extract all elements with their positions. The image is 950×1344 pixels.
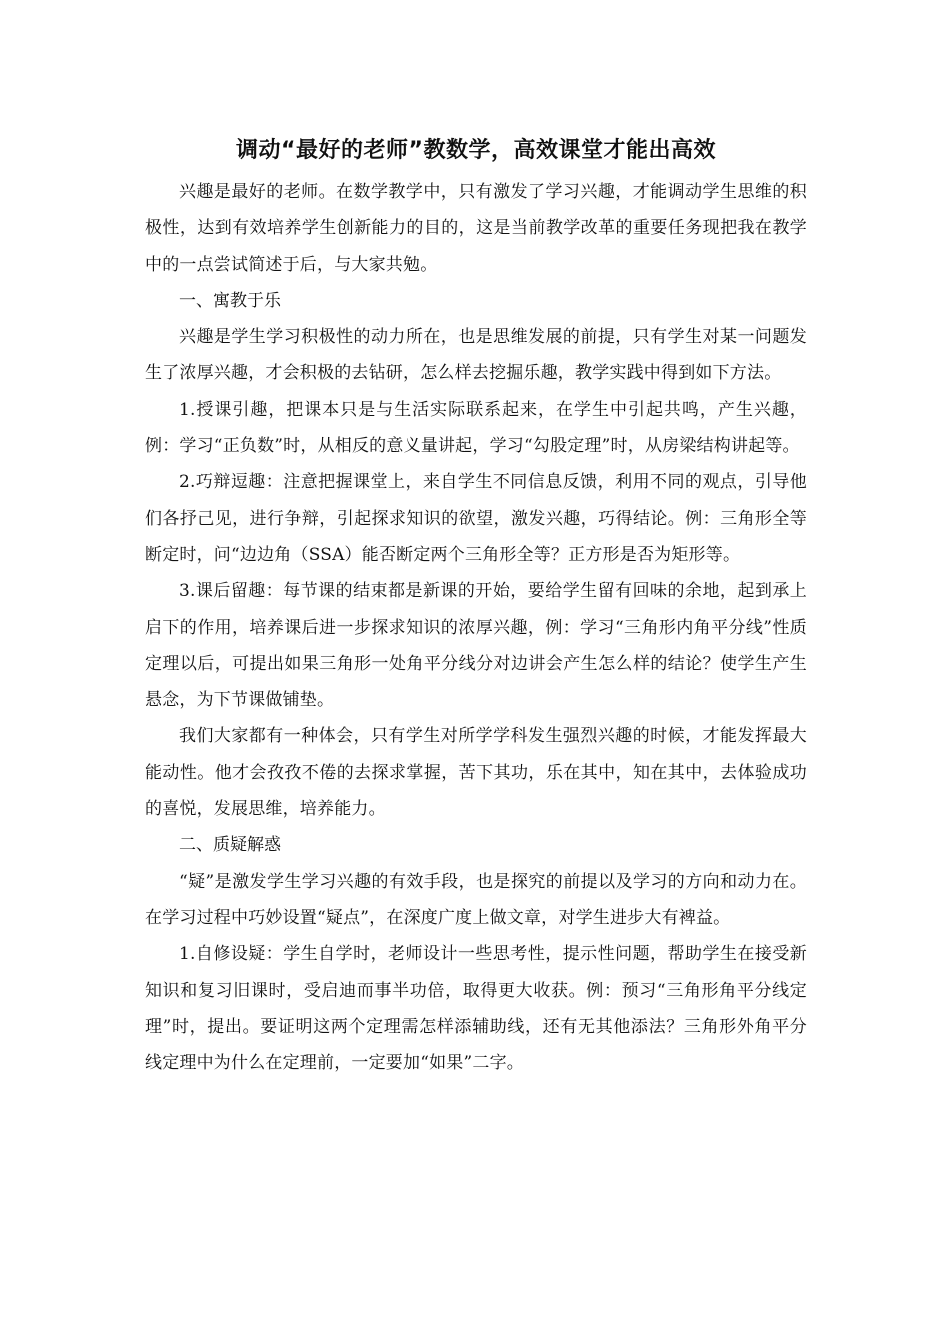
section-1-item-3-paragraph: 3.课后留趣：每节课的结束都是新课的开始，要给学生留有回味的余地，起到承上启下的作用，培养课后进一步探求知识的浓厚兴趣，例：学习“三角形内角平分线”性质定理以后，可提出如果三角形一处角平分线分对边讲会产生怎么样的结论？使学生产生悬念，为下节课做铺垫。 <box>145 581 807 711</box>
section-heading-1: 一、寓教于乐 <box>179 290 281 311</box>
section-2-item-1-paragraph: 1.自修设疑：学生自学时，老师设计一些思考性，提示性问题，帮助学生在接受新知识和复习旧课时，受启迪而事半功倍，取得更大收获。例：预习“三角形角平分线定理”时，提出。要证明这两个定理需怎样添辅助线，还有无其他添法？三角形外角平分线定理中为什么在定理前，一定要加“如果”二字。 <box>145 944 807 1074</box>
document-page <box>145 128 807 1081</box>
section-1-summary-paragraph: 我们大家都有一种体会，只有学生对所学学科发生强烈兴趣的时候，才能发挥最大能动性。他才会孜孜不倦的去探求掌握，苦下其功，乐在其中，知在其中，去体验成功的喜悦，发展思维，培养能力。 <box>145 726 807 820</box>
document-title: 调动“最好的老师”教数学，高效课堂才能出高效 <box>236 138 716 163</box>
section-2-intro-paragraph: “疑”是激发学生学习兴趣的有效手段，也是探究的前提以及学习的方向和动力在。在学习过程中巧妙设置“疑点”，在深度广度上做文章，对学生进步大有裨益。 <box>145 871 807 928</box>
section-heading-2: 二、质疑解惑 <box>179 835 281 856</box>
section-1-item-1-paragraph: 1.授课引趣，把课本只是与生活实际联系起来，在学生中引起共鸣，产生兴趣，例：学习“正负数”时，从相反的意义量讲起，学习“勾股定理”时，从房梁结构讲起等。 <box>145 399 807 457</box>
intro-paragraph: 兴趣是最好的老师。在数学教学中，只有激发了学习兴趣，才能调动学生思维的积极性，达到有效培养学生创新能力的目的，这是当前教学改革的重要任务现把我在教学中的一点尝试简述于后，与大家共勉。 <box>145 182 807 275</box>
section-1-intro-paragraph: 兴趣是学生学习积极性的动力所在，也是思维发展的前提，只有学生对某一问题发生了浓厚兴趣，才会积极的去钻研，怎么样去挖掘乐趣，教学实践中得到如下方法。 <box>145 327 807 384</box>
section-1-item-2-paragraph: 2.巧辩逗趣：注意把握课堂上，来自学生不同信息反馈，利用不同的观点，引导他们各抒己见，进行争辩，引起探求知识的欲望，激发兴趣，巧得结论。例：三角形全等断定时，问“边边角（SSA）能否断定两个三角形全等？正方形是否为矩形等。 <box>145 472 807 565</box>
